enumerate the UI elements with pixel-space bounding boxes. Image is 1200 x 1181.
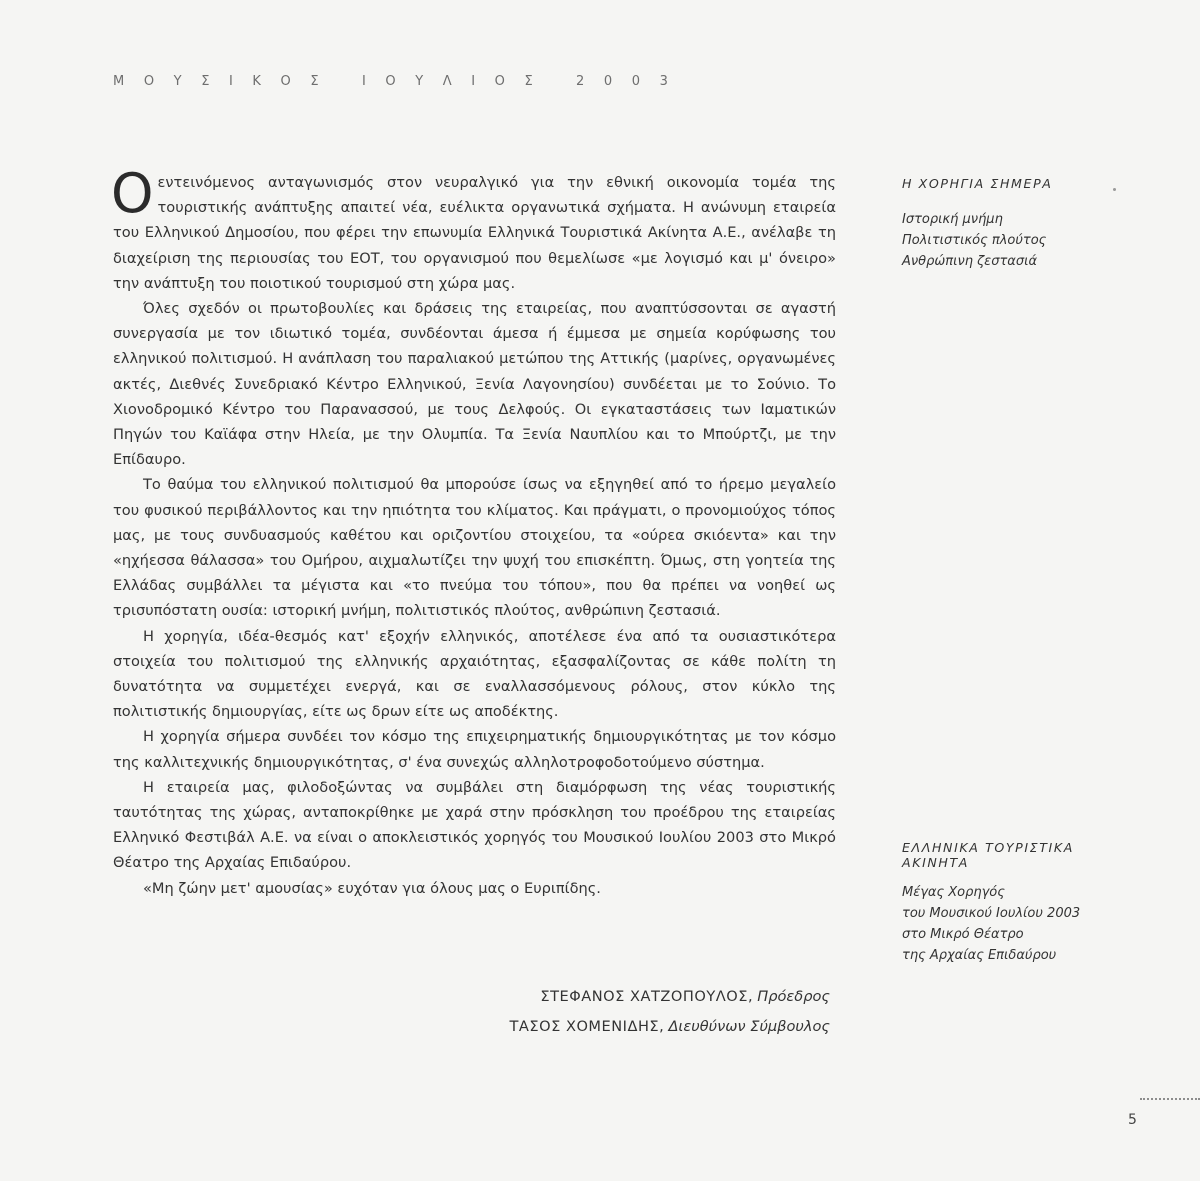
dotted-rule [1140, 1098, 1200, 1100]
sidebar-title: Η ΧΟΡΗΓΙΑ ΣΗΜΕΡΑ [902, 176, 1053, 191]
signature-name: ΤΑΣΟΣ ΧΟΜΕΝΙΔΗΣ [509, 1018, 660, 1035]
paragraph-1 [111, 162, 836, 296]
article-body [111, 162, 836, 901]
signature-name: ΣΤΕΦΑΝΟΣ ΧΑΤΖΟΠΟΥΛΟΣ [540, 988, 748, 1005]
sidebar-title: ΕΛΛΗΝΙΚΑ ΤΟΥΡΙΣΤΙΚΑ ΑΚΙΝΗΤΑ [902, 840, 1074, 870]
signature-ceo: ΤΑΣΟΣ ΧΟΜΕΝΙΔΗΣ, Διευθύνων Σύμβουλος [509, 1018, 830, 1035]
running-header: ΜΟΥΣΙΚΟΣ ΙΟΥΛΙΟΣ 2003 [113, 74, 688, 89]
signature-role: Πρόεδρος [757, 988, 830, 1005]
paragraph-1-text: εντεινόμενος ανταγωνισμός στον νευραλγικό για την εθνική οικονομία τομέα της τουριστικής ανάπτυξης απαιτεί νέα, ευέλικτα οργανωτικά σχήματα. Η ανώνυμη εταιρεία του Ελληνικού Δημοσίου, που φέρει την επωνυμία Ελληνικά Τουριστικά Ακίνητα Α.Ε., ανέλαβε τη διαχείριση της περιουσίας του ΕΟΤ, του οργανισμού που θεμελίωσε «με λογισμό και μ' όνειρο» την ανάπτυξη του ποιοτικού τουρισμού στη χώρα μας. [113, 174, 836, 292]
paragraph-7: «Μη ζώην μετ' αμουσίας» ευχόταν για όλους μας ο Ευριπίδης. [143, 879, 601, 897]
sidebar-sponsor-credit [902, 840, 1142, 966]
sidebar-line: Ιστορική μνήμη [902, 212, 1003, 227]
paragraph-4: Η χορηγία, ιδέα-θεσμός κατ' εξοχήν ελληνικός, αποτέλεσε ένα από τα ουσιαστικότερα στοιχεία του πολιτισμού της ελληνικής αρχαιότητας, εξασφαλίζοντας σε κάθε πολίτη τη δυνατότητα να συμμετέχει ενεργά, και σε εναλλασσόμενους ρόλους, στον κύκλο της πολιτιστικής δημιουργίας, είτε ως δρων είτε ως αποδέκτης. [113, 627, 836, 721]
sidebar-sponsorship-today [902, 176, 1142, 272]
sidebar-line: του Μουσικού Ιουλίου 2003 [902, 906, 1081, 921]
sidebar-line: Πολιτιστικός πλούτος [902, 233, 1047, 248]
paragraph-2: Όλες σχεδόν οι πρωτοβουλίες και δράσεις της εταιρείας, που αναπτύσσονται σε αγαστή συνεργασία με τον ιδιωτικό τομέα, συνδέονται άμεσα ή έμμεσα με σημεία κορύφωσης του ελληνικού πολιτισμού. Η ανάπλαση του παραλιακού μετώπου της Αττικής (μαρίνες, οργανωμένες ακτές, Διεθνές Συνεδριακό Κέντρο Ελληνικού, Ξενία Λαγονησίου) συνδέεται με το Σούνιο. Το Χιονοδρομικό Κέντρο του Παρανασσού, με τους Δελφούς. Οι εγκαταστάσεις των Ιαματικών Πηγών του Καϊάφα στην Ηλεία, με την Ολυμπία. Τα Ξενία Ναυπλίου και το Μπούρτζι, με την Επίδαυρο. [113, 300, 836, 469]
paragraph-6: Η εταιρεία μας, φιλοδοξώντας να συμβάλει στη διαμόρφωση της νέας τουριστικής ταυτότητας της χώρας, ανταποκρίθηκε με χαρά στην πρόσκληση του προέδρου της εταιρείας Ελληνικό Φεστιβάλ Α.Ε. να είναι ο αποκλειστικός χορηγός του Μουσικού Ιουλίου 2003 στο Μικρό Θέατρο της Αρχαίας Επιδαύρου. [113, 778, 836, 872]
sidebar-line: Μέγας Χορηγός [902, 885, 1005, 900]
signature-role: Διευθύνων Σύμβουλος [668, 1018, 830, 1035]
decorative-dot [1113, 188, 1116, 191]
paragraph-5: Η χορηγία σήμερα συνδέει τον κόσμο της επιχειρηματικής δημιουργικότητας με τον κόσμο της καλλιτεχνικής δημιουργικότητας, σ' ένα συνεχώς αλληλοτροφοδοτούμενο σύστημα. [113, 728, 836, 771]
sidebar-line: στο Μικρό Θέατρο [902, 927, 1024, 942]
drop-cap: Ο [111, 162, 154, 225]
paragraph-3: Το θαύμα του ελληνικού πολιτισμού θα μπορούσε ίσως να εξηγηθεί από το ήρεμο μεγαλείο του φυσικού περιβάλλοντος και την ηπιότητα του κλίματος. Και πράγματι, ο προνομιούχος τόπος μας, με τους συνδυασμούς καθέτου και οριζοντίου στοιχείου, τα «ούρεα σκιόεντα» και την «ηχήεσσα θάλασσα» του Ομήρου, αιχμαλωτίζει την ψυχή του επισκέπτη. Όμως, στη γοητεία της Ελλάδας συμβάλλει τα μέγιστα και «το πνεύμα του τόπου», που θα πρέπει να νοηθεί ως τρισυπόστατη ουσία: ιστορική μνήμη, πολιτιστικός πλούτος, ανθρώπινη ζεστασιά. [113, 476, 836, 620]
sidebar-line: της Αρχαίας Επιδαύρου [902, 948, 1057, 963]
sidebar-line: Ανθρώπινη ζεστασιά [902, 254, 1038, 269]
signature-president: ΣΤΕΦΑΝΟΣ ΧΑΤΖΟΠΟΥΛΟΣ, Πρόεδρος [540, 988, 830, 1005]
page-number: 5 [1128, 1112, 1137, 1128]
